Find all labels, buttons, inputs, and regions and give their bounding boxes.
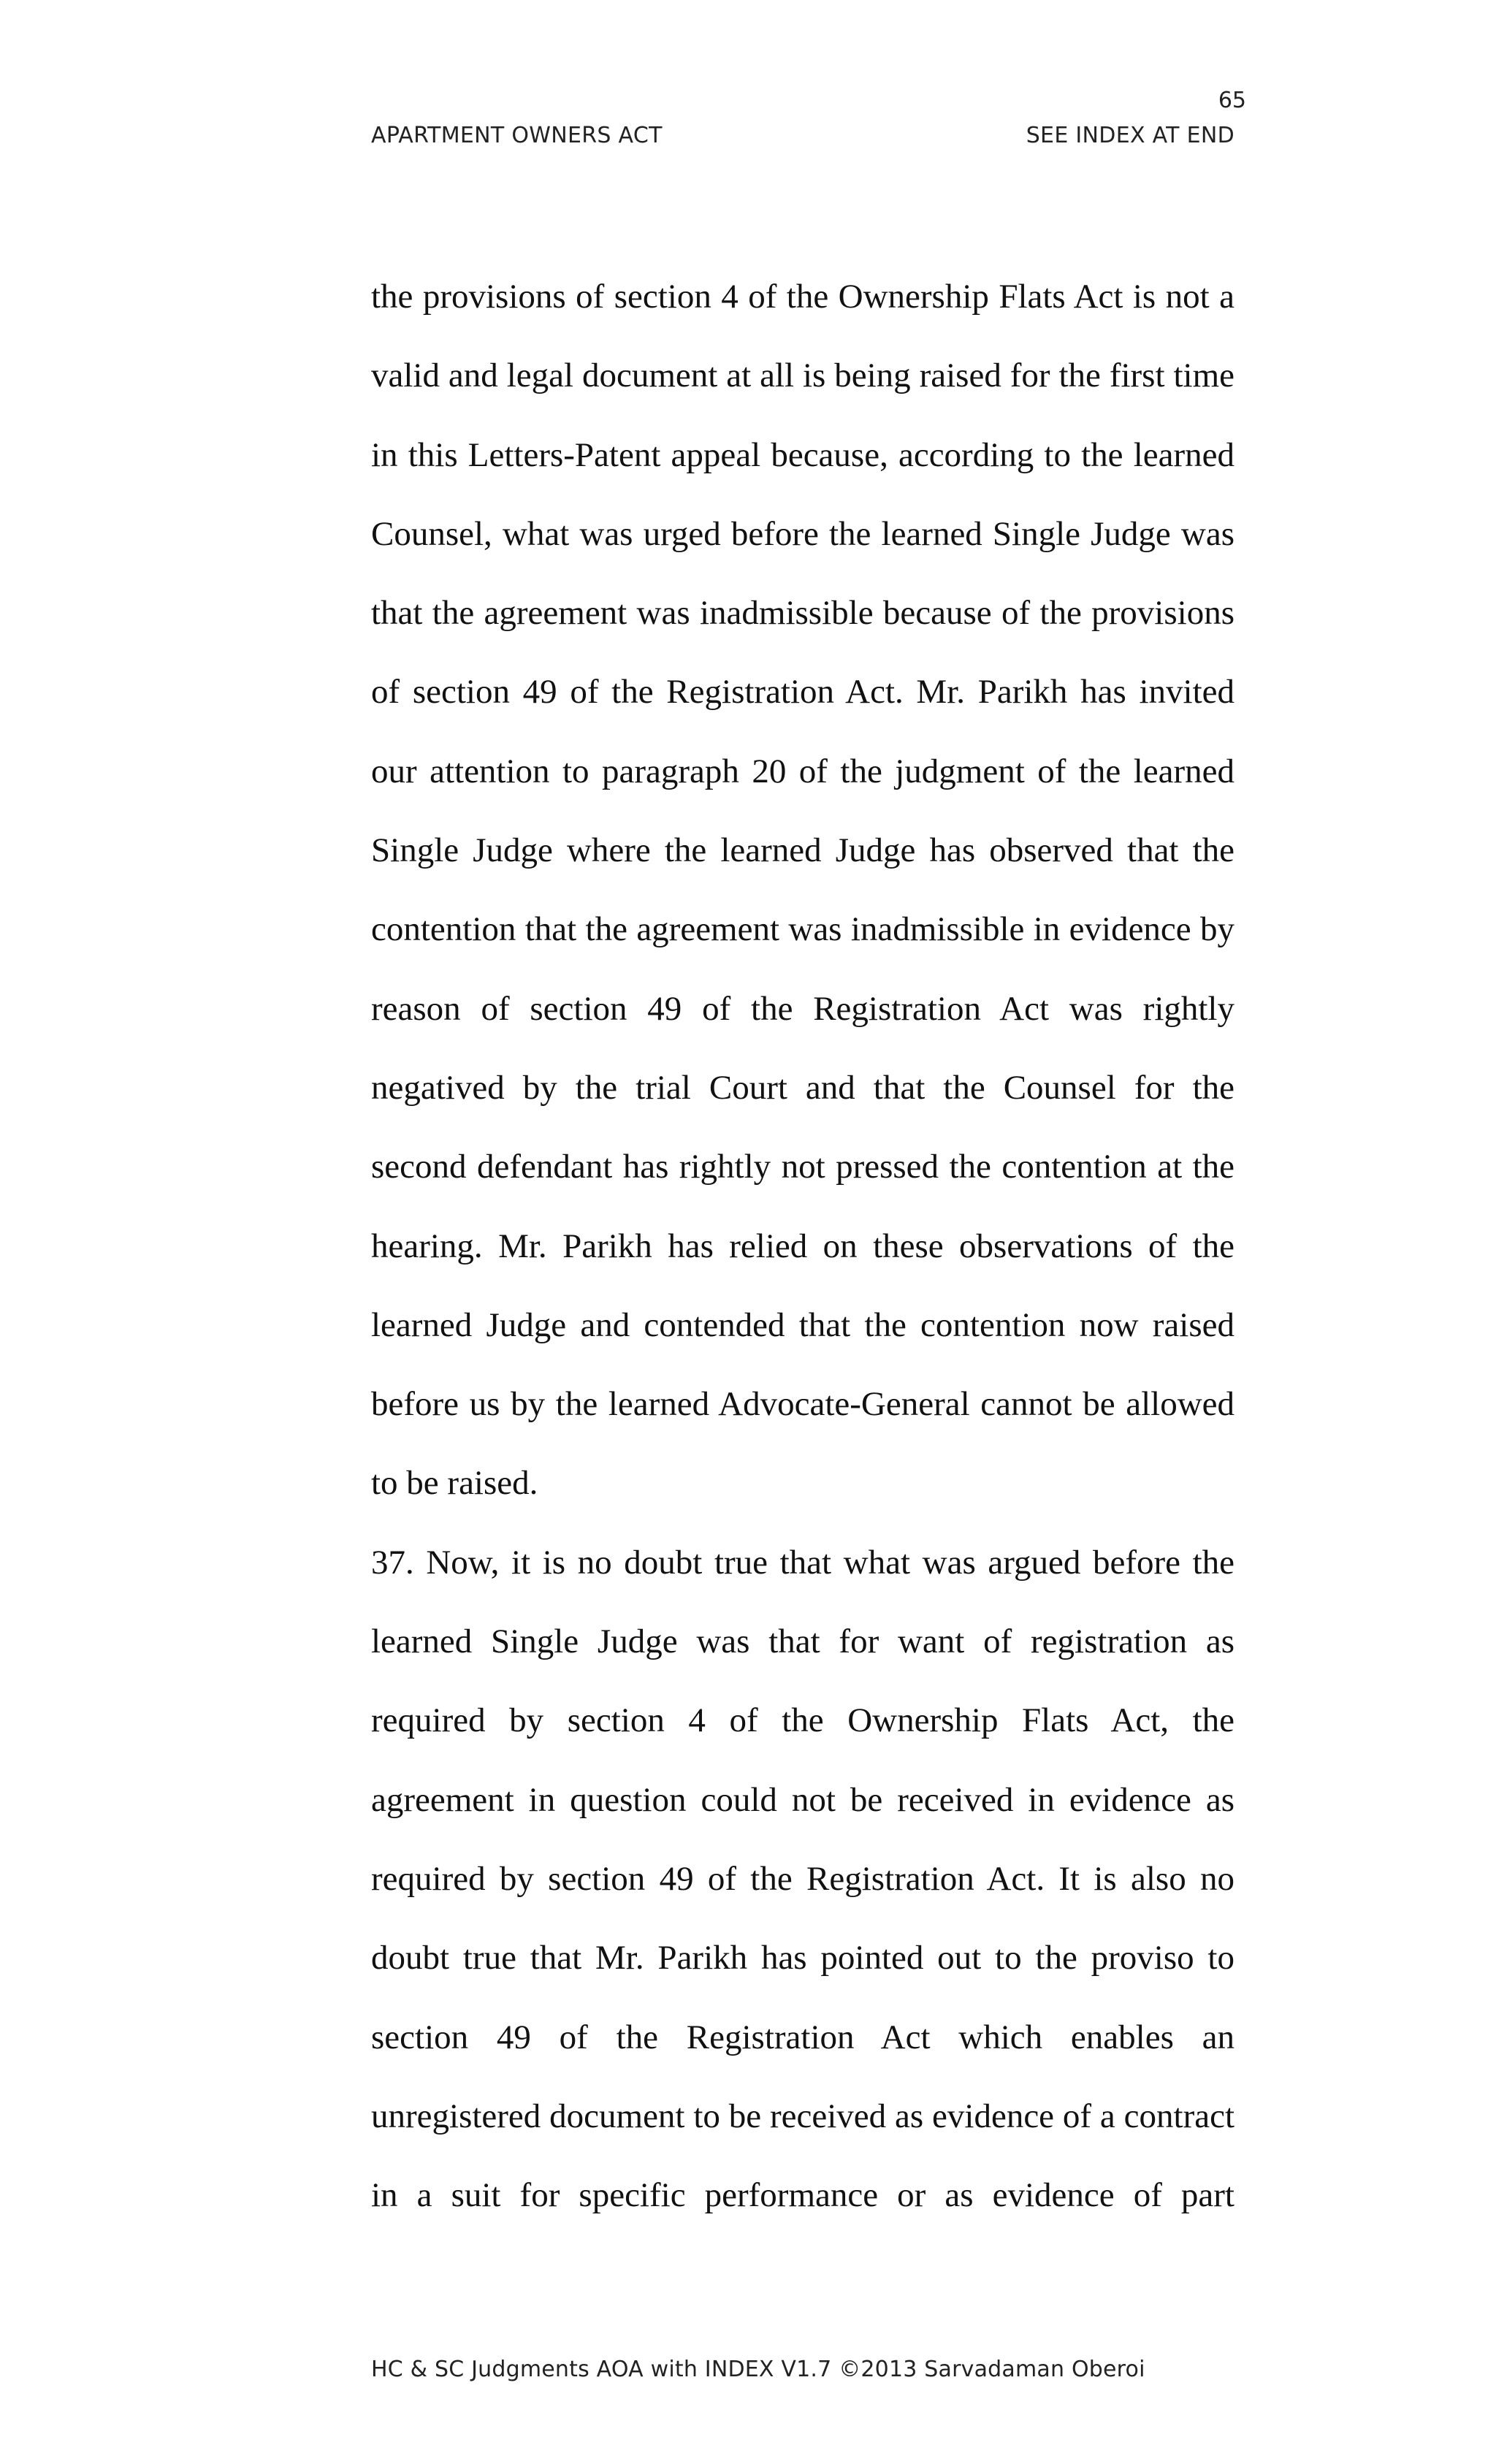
- text-line: reason of section 49 of the Registration Act was rightly: [371, 989, 1234, 1028]
- running-header: [371, 123, 1234, 148]
- text-line: agreement in question could not be received in evidence as: [371, 1780, 1234, 1819]
- text-line: in this Letters-Patent appeal because, according to the learned: [371, 435, 1234, 474]
- page-number: 65: [1218, 88, 1246, 113]
- header-left-title: APARTMENT OWNERS ACT: [371, 123, 663, 148]
- text-line: our attention to paragraph 20 of the judgment of the learned: [371, 752, 1234, 790]
- text-line: in a suit for specific performance or as evidence of part: [371, 2176, 1234, 2215]
- text-line: Single Judge where the learned Judge has observed that the: [371, 831, 1234, 870]
- text-line: doubt true that Mr. Parikh has pointed out to the proviso to: [371, 1939, 1234, 1977]
- text-line: hearing. Mr. Parikh has relied on these observations of the: [371, 1227, 1234, 1265]
- text-line: that the agreement was inadmissible because of the provisions: [371, 594, 1234, 633]
- text-line: second defendant has rightly not pressed the contention at the: [371, 1148, 1234, 1186]
- text-line: unregistered document to be received as evidence of a contract: [371, 2097, 1234, 2135]
- text-line: contention that the agreement was inadmissible in evidence by: [371, 910, 1234, 949]
- text-line: required by section 4 of the Ownership Flats Act, the: [371, 1701, 1234, 1740]
- text-line: Counsel, what was urged before the learned Single Judge was: [371, 514, 1234, 553]
- text-line: learned Judge and contended that the contention now raised: [371, 1305, 1234, 1344]
- text-line: 37. Now, it is no doubt true that what was argued before the: [371, 1543, 1234, 1582]
- text-line: the provisions of section 4 of the Ownership Flats Act is not a: [371, 278, 1234, 316]
- text-line: to be raised.: [371, 1464, 538, 1503]
- text-line: before us by the learned Advocate-General cannot be allowed: [371, 1385, 1234, 1424]
- text-line: learned Single Judge was that for want of registration as: [371, 1622, 1234, 1661]
- text-line: required by section 49 of the Registration Act. It is also no: [371, 1859, 1234, 1898]
- judgment-body-text: [371, 257, 1234, 2235]
- text-line: of section 49 of the Registration Act. Mr. Parikh has invited: [371, 673, 1234, 712]
- text-line: section 49 of the Registration Act which enables an: [371, 2018, 1234, 2056]
- text-line: valid and legal document at all is being raised for the first time: [371, 356, 1234, 395]
- page-footer: HC & SC Judgments AOA with INDEX V1.7 ©2013 Sarvadaman Oberoi: [371, 2357, 1145, 2382]
- text-line: negatived by the trial Court and that the Counsel for the: [371, 1068, 1234, 1107]
- header-right-note: SEE INDEX AT END: [1026, 123, 1234, 148]
